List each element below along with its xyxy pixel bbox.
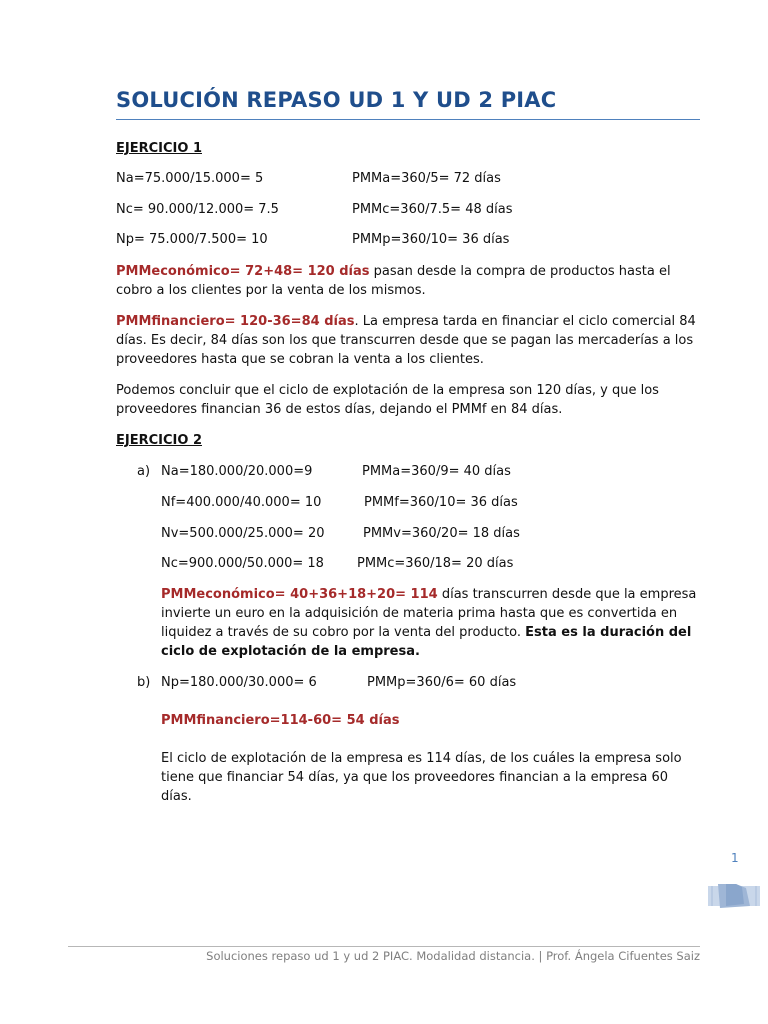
ex1-pmm-economico-result: PMMeconómico= 72+48= 120 días	[116, 264, 370, 279]
document-title: SOLUCIÓN REPASO UD 1 Y UD 2 PIAC	[116, 88, 557, 112]
ex2-pmm-c: PMMc=360/18= 20 días	[357, 556, 514, 571]
ex2-row-nv	[161, 524, 661, 543]
title-underline	[116, 119, 700, 120]
list-marker-b: b)	[137, 675, 151, 690]
ex1-conclusion-paragraph: Podemos concluir que el ciclo de explotación de la empresa son 120 días, y que los proveedores financian 36 de estos días, dejando el PMMf en 84 días.	[116, 383, 659, 417]
list-marker-a: a)	[137, 464, 151, 479]
ex2-rotation-nf: Nf=400.000/40.000= 10	[161, 495, 322, 510]
ex1-pmm-financiero-text: . La empresa tarda en financiar el ciclo comercial 84 días. Es decir, 84 días son los que transcurren desde que se pagan las mercaderías a los proveedores hasta que se cobran la venta a los clientes.	[116, 314, 696, 367]
ex1-pmm-financiero-result: PMMfinanciero= 120-36=84 días	[116, 314, 355, 329]
ex2-pmm-v: PMMv=360/20= 18 días	[363, 526, 520, 541]
ex2-pmm-f: PMMf=360/10= 36 días	[364, 495, 518, 510]
page-number-badge-icon	[706, 882, 762, 910]
ex2-row-nc	[161, 554, 661, 573]
ex1-pmm-c: PMMc=360/7.5= 48 días	[352, 202, 513, 217]
ex2-pmm-financiero-result: PMMfinanciero=114-60= 54 días	[161, 713, 400, 728]
ex2-rotation-nc: Nc=900.000/50.000= 18	[161, 556, 324, 571]
ex2-rotation-np: Np=180.000/30.000= 6	[161, 675, 317, 690]
page-number: 1	[731, 851, 739, 865]
ex2-pmm-p: PMMp=360/6= 60 días	[367, 675, 517, 690]
ex2-rotation-na: Na=180.000/20.000=9	[161, 464, 313, 479]
ex1-pmm-financiero-paragraph	[116, 312, 700, 369]
ex2-row-na	[161, 462, 661, 481]
ex1-row-nc	[116, 200, 616, 219]
ex2-conclusion-paragraph: El ciclo de explotación de la empresa es 114 días, de los cuáles la empresa solo tiene que financiar 54 días, ya que los proveedores financian a la empresa 60 días.	[161, 751, 682, 804]
ex1-pmm-p: PMMp=360/10= 36 días	[352, 232, 510, 247]
ex2-statement-period: .	[415, 644, 420, 659]
ex2-pmm-a: PMMa=360/9= 40 días	[362, 464, 511, 479]
ex1-rotation-np: Np= 75.000/7.500= 10	[116, 232, 268, 247]
ex1-pmm-economico-text: pasan desde la compra de productos hasta el cobro a los clientes por la venta de los mismos.	[116, 264, 671, 298]
ex2-pmm-economico-paragraph	[161, 585, 701, 661]
page-footer: Soluciones repaso ud 1 y ud 2 PIAC. Modalidad distancia. | Prof. Ángela Cifuentes Saiz	[206, 949, 700, 963]
exercise-1-heading: EJERCICIO 1	[116, 141, 202, 156]
ex1-rotation-na: Na=75.000/15.000= 5	[116, 171, 264, 186]
ex1-row-na	[116, 169, 616, 188]
ex2-ciclo-explotacion-statement: Esta es la duración del ciclo de explotación de la empresa	[161, 625, 692, 659]
ex1-pmm-economico-paragraph	[116, 262, 700, 300]
ex1-pmm-a: PMMa=360/5= 72 días	[352, 171, 501, 186]
exercise-2-heading: EJERCICIO 2	[116, 433, 202, 448]
ex2-row-nf	[161, 493, 661, 512]
ex1-row-np	[116, 230, 616, 249]
ex2-pmm-economico-result: PMMeconómico= 40+36+18+20= 114	[161, 587, 438, 602]
ex2-row-np	[161, 673, 661, 692]
ex2-pmm-economico-text: días transcurren desde que la empresa invierte un euro en la adquisición de materia prima hasta que es convertida en liquidez a través de su cobro por la venta del producto.	[161, 587, 697, 640]
ex2-rotation-nv: Nv=500.000/25.000= 20	[161, 526, 325, 541]
footer-divider	[68, 946, 700, 947]
ex1-rotation-nc: Nc= 90.000/12.000= 7.5	[116, 202, 279, 217]
